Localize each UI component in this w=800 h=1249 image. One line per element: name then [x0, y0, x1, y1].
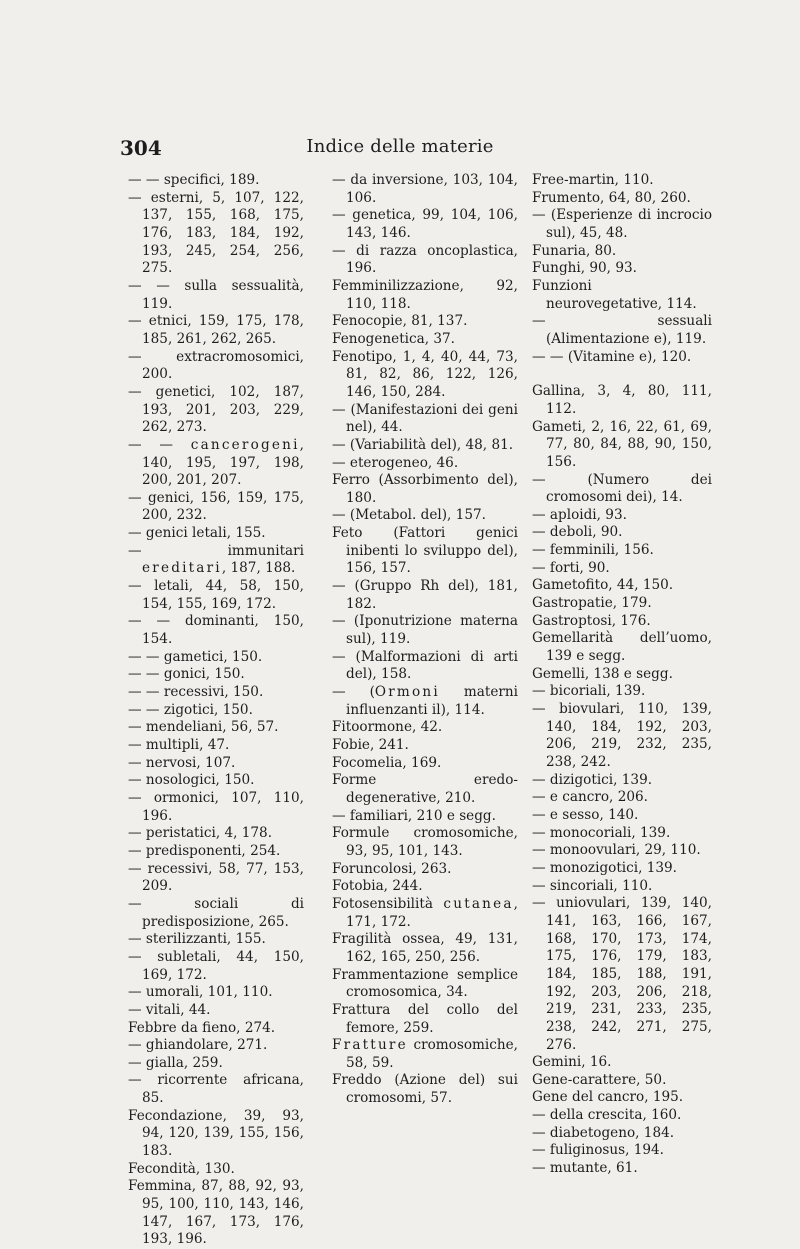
index-entry: — e cancro, 206. — [532, 789, 648, 806]
index-entry: — eterogeneo, 46. — [332, 454, 459, 471]
index-entry: — (Numero dei cromosomi dei), 14. — [532, 471, 712, 506]
index-entry: — fuliginosus, 194. — [532, 1142, 665, 1159]
index-entry: — ricorrente africana, 85. — [128, 1072, 304, 1107]
index-entry: — immunitari ereditari, 187, 188. — [128, 542, 304, 577]
index-entry: — (Malformazioni di arti del), 158. — [332, 648, 518, 683]
index-entry: — vitali, 44. — [128, 1001, 211, 1018]
index-entry: Gallina, 3, 4, 80, 111, 112. — [532, 383, 712, 417]
index-entry: — genetici, 102, 187, 193, 201, 203, 229, 262, 273. — [128, 383, 304, 436]
index-entry: — genici letali, 155. — [128, 525, 266, 542]
index-entry: — aploidi, 93. — [532, 506, 627, 523]
index-entry: — (Gruppo Rh del), 181, 182. — [332, 578, 518, 612]
index-entry: — etnici, 159, 175, 178, 185, 261, 262, 265. — [128, 313, 304, 347]
index-entry: Gemini, 16. — [532, 1054, 612, 1071]
index-entry: — letali, 44, 58, 150, 154, 155, 169, 172. — [128, 578, 304, 612]
index-entry: — sociali di predisposizione, 265. — [128, 895, 304, 930]
index-entry: — — gametici, 150. — [128, 648, 263, 665]
index-entry: — extracromosomici, 200. — [128, 348, 304, 383]
index-entry: Funghi, 90, 93. — [532, 260, 637, 277]
index-entry: Gemellarità dell’uomo, 139 e segg. — [532, 630, 712, 665]
index-entry: Fenotipo, 1, 4, 40, 44, 73, 81, 82, 86, 122, 126, 146, 150, 284. — [332, 348, 518, 400]
index-entry: Foruncolosi, 263. — [332, 860, 452, 877]
index-entry: Gene del cancro, 195. — [532, 1089, 684, 1106]
index-entry: Gene-carattere, 50. — [532, 1071, 667, 1088]
index-entry: — e sesso, 140. — [532, 806, 639, 823]
index-entry: — (Esperienze di incrocio sul), 45, 48. — [532, 207, 712, 241]
index-entry: — ormonici, 107, 110, 196. — [128, 789, 304, 824]
index-entry: — forti, 90. — [532, 559, 610, 576]
index-entry: — (Manifestazioni dei geni nel), 44. — [332, 401, 518, 436]
index-entry: — — gonici, 150. — [128, 666, 245, 683]
index-entry: Frumento, 64, 80, 260. — [532, 189, 691, 206]
index-entry: — della crescita, 160. — [532, 1107, 682, 1124]
index-entry: Focomelia, 169. — [332, 754, 442, 771]
index-entry: Fotobia, 244. — [332, 878, 423, 895]
index-entry: — dizigotici, 139. — [532, 771, 653, 788]
page-number: 304 — [120, 136, 162, 160]
index-entry: — — sulla sessualità, 119. — [128, 277, 304, 312]
index-entry: Fratture cromosomiche, 58, 59. — [332, 1037, 518, 1071]
index-entry: Fragilità ossea, 49, 131, 162, 165, 250, 256. — [332, 931, 518, 965]
index-entry: Funaria, 80. — [532, 242, 617, 259]
index-entry: — familiari, 210 e segg. — [332, 807, 496, 824]
index-entry: — biovulari, 110, 139, 140, 184, 192, 203, 206, 219, 232, 235, 238, 242. — [532, 701, 712, 770]
index-entry: — (Ormoni materni influenzanti il), 114. — [332, 684, 518, 718]
index-entry: — — recessivi, 150. — [128, 684, 264, 701]
index-entry: — gialla, 259. — [128, 1054, 223, 1071]
index-entry: Femminilizzazione, 92, 110, 118. — [332, 277, 518, 312]
index-entry: — (Metabol. del), 157. — [332, 507, 486, 524]
index-entry: — monocoriali, 139. — [532, 824, 671, 841]
index-entry: — genetica, 99, 104, 106, 143, 146. — [332, 207, 518, 241]
index-entry: — genici, 156, 159, 175, 200, 232. — [128, 489, 304, 524]
index-entry: — mendeliani, 56, 57. — [128, 719, 279, 736]
page-header — [120, 136, 680, 166]
index-entry: — (Iponutrizione materna sul), 119. — [332, 613, 518, 648]
index-entry: Ferro (Assorbimento del), 180. — [332, 472, 518, 506]
index-entry: Forme eredo-degenerative, 210. — [332, 772, 518, 806]
index-entry: — — cancerogeni, 140, 195, 197, 198, 200, 201, 207. — [128, 436, 304, 489]
index-entry: Fenocopie, 81, 137. — [332, 313, 468, 330]
index-entry: Frammentazione semplice cromosomica, 34. — [332, 966, 518, 1001]
index-entry: — mutante, 61. — [532, 1160, 638, 1177]
index-entry: — multipli, 47. — [128, 737, 230, 753]
index-entry: — sessuali (Alimentazione e), 119. — [532, 313, 712, 347]
index-entry: — esterni, 5, 107, 122, 137, 155, 168, 175, 176, 183, 184, 192, 193, 245, 254, 256, 275. — [128, 189, 304, 277]
index-entry: — — dominanti, 150, 154. — [128, 613, 304, 648]
index-entry: Gametofito, 44, 150. — [532, 577, 674, 594]
index-entry: Gastropatie, 179. — [532, 595, 652, 612]
index-entry: — — specifici, 189. — [128, 172, 260, 188]
index-entry: — umorali, 101, 110. — [128, 984, 273, 1001]
index-entry: Gameti, 2, 16, 22, 61, 69, 77, 80, 84, 88, 90, 150, 156. — [532, 418, 712, 470]
index-entry: — predisponenti, 254. — [128, 842, 281, 859]
index-entry: — di razza oncoplastica, 196. — [332, 242, 518, 277]
index-entry: Formule cromosomiche, 93, 95, 101, 143. — [332, 825, 518, 859]
index-entry: Fecondità, 130. — [128, 1160, 235, 1177]
index-entry: — nosologici, 150. — [128, 772, 255, 789]
index-entry: Fecondazione, 39, 93, 94, 120, 139, 155, 156, 183. — [128, 1107, 304, 1160]
index-column-3 — [532, 172, 712, 1178]
index-entry: — monoovulari, 29, 110. — [532, 842, 701, 859]
index-entry: Fotosensibilità cutanea, 171, 172. — [332, 895, 518, 930]
index-entry: Gastroptosi, 176. — [532, 612, 651, 629]
index-entry: — da inversione, 103, 104, 106. — [332, 172, 518, 206]
index-entry: Feto (Fattori genici inibenti lo sviluppo del), 156, 157. — [332, 525, 518, 577]
index-entry: Fenogenetica, 37. — [332, 330, 456, 347]
index-entry: Free-martin, 110. — [532, 172, 654, 188]
index-entry: — uniovulari, 139, 140, 141, 163, 166, 167, 168, 170, 173, 174, 175, 176, 179, 183, 184, 185, 188, 191, 192, 203, 206, 218, 219, 231, 233, 235, 238, 242, 271, 275, 276. — [532, 895, 712, 1053]
index-entry: — ghiandolare, 271. — [128, 1037, 268, 1054]
index-entry: — nervosi, 107. — [128, 754, 236, 771]
index-entry: — sincoriali, 110. — [532, 877, 653, 894]
index-column-2 — [332, 172, 518, 1108]
index-entry: Fitoormone, 42. — [332, 719, 443, 736]
index-entry: Fobie, 241. — [332, 737, 409, 753]
index-entry: Gemelli, 138 e segg. — [532, 665, 673, 682]
index-entry: — subletali, 44, 150, 169, 172. — [128, 948, 304, 983]
index-entry: — recessivi, 58, 77, 153, 209. — [128, 860, 304, 895]
index-entry: — diabetogeno, 184. — [532, 1124, 675, 1141]
index-entry: — femminili, 156. — [532, 542, 654, 559]
index-entry: Funzioni neurovegetative, 114. — [532, 277, 697, 312]
index-entry: — (Variabilità del), 48, 81. — [332, 436, 514, 453]
index-column-1 — [128, 172, 304, 1249]
index-entry: — bicoriali, 139. — [532, 683, 646, 700]
index-entry: — peristatici, 4, 178. — [128, 825, 273, 842]
index-entry: — monozigotici, 139. — [532, 859, 678, 876]
index-entry: — deboli, 90. — [532, 524, 623, 541]
index-entry: Femmina, 87, 88, 92, 93, 95, 100, 110, 143, 146, 147, 167, 173, 176, 193, 196. — [128, 1178, 304, 1248]
index-entry: Febbre da fieno, 274. — [128, 1019, 276, 1036]
index-entry: — — (Vitamine e), 120. — [532, 348, 692, 365]
running-title: Indice delle materie — [306, 136, 494, 157]
index-entry: Freddo (Azione del) sui cromosomi, 57. — [332, 1072, 518, 1107]
index-entry: — sterilizzanti, 155. — [128, 931, 266, 948]
index-entry: Frattura del collo del femore, 259. — [332, 1001, 518, 1036]
index-entry: — — zigotici, 150. — [128, 701, 253, 718]
